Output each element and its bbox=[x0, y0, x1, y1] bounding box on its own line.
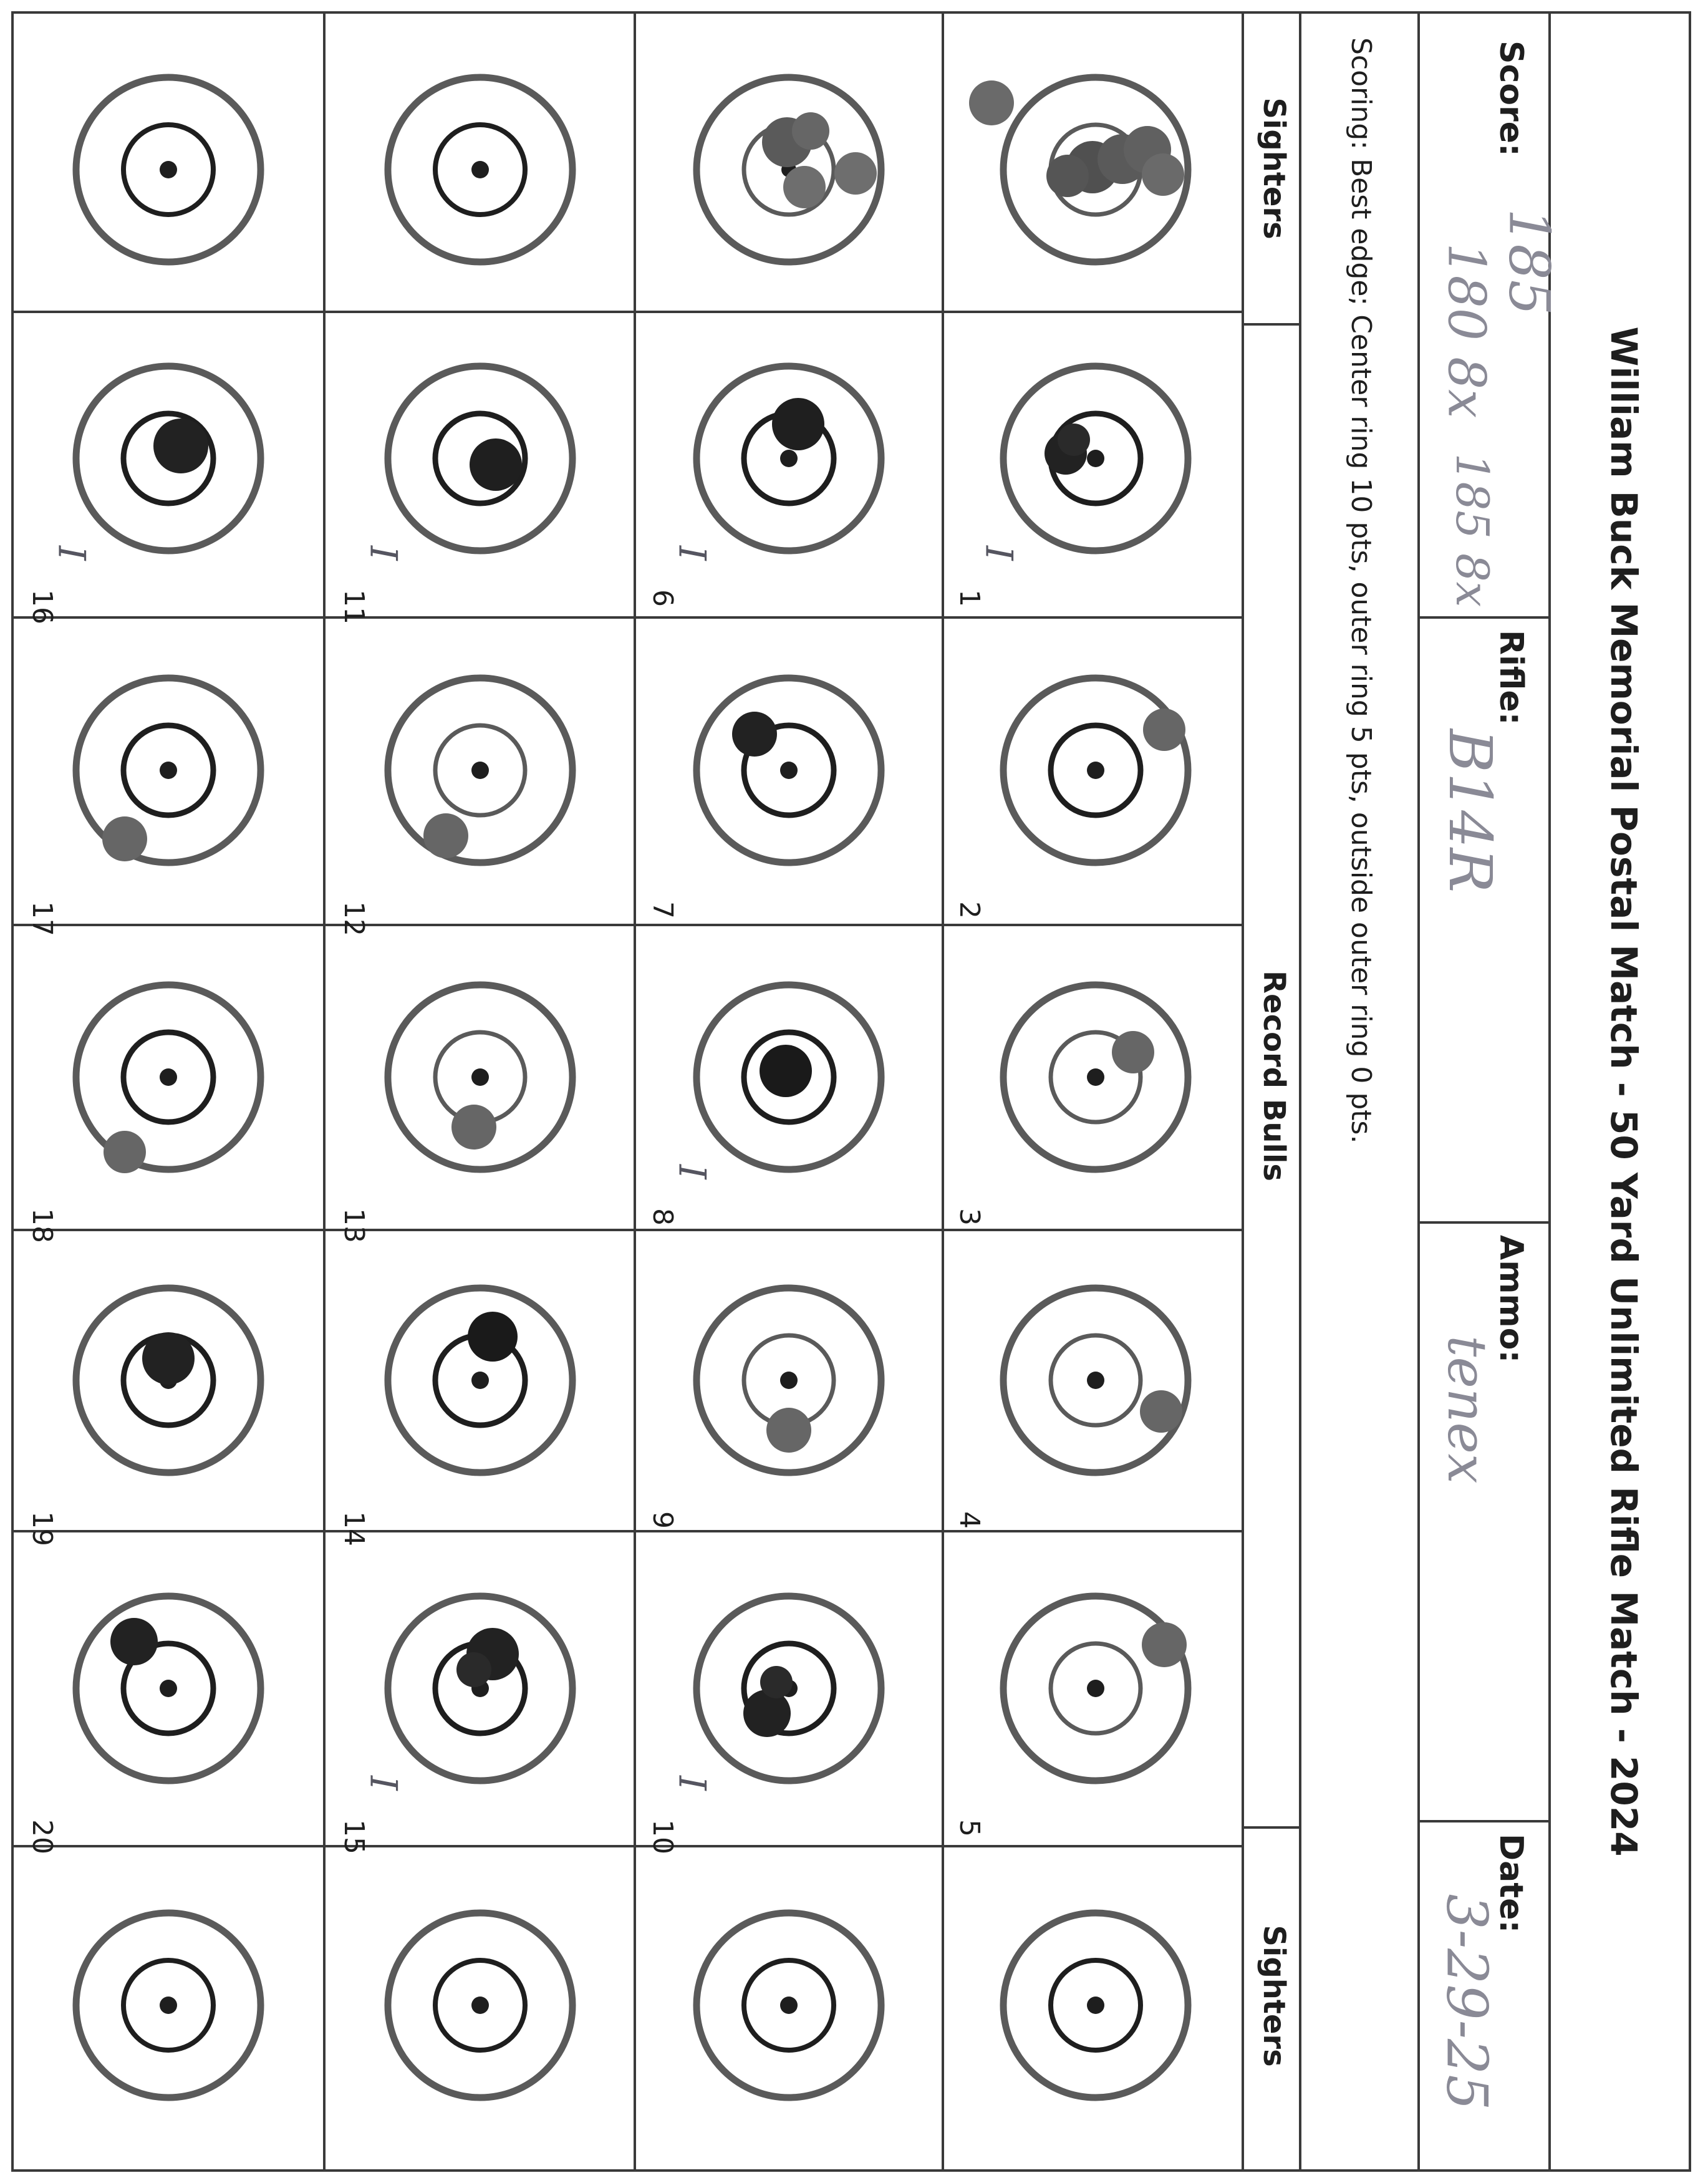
bullet-hole bbox=[153, 419, 208, 473]
record-bull-2 bbox=[953, 678, 1188, 919]
bull-number: 17 bbox=[26, 901, 58, 936]
bullet-hole bbox=[1058, 424, 1090, 456]
sighter-target bbox=[1003, 1913, 1188, 2098]
record-targets bbox=[26, 366, 1188, 1854]
ammo-label: Ammo: bbox=[1492, 1235, 1530, 1363]
bull-number: 3 bbox=[953, 1208, 985, 1226]
bullet-hole bbox=[456, 1652, 491, 1687]
date-label: Date: bbox=[1492, 1834, 1530, 1934]
bull-number: 9 bbox=[647, 1511, 678, 1529]
bullet-hole bbox=[423, 813, 468, 858]
record-bull-4 bbox=[953, 1288, 1188, 1529]
bullet-hole bbox=[110, 1618, 158, 1665]
bull-number: 16 bbox=[26, 589, 58, 624]
record-bull-5 bbox=[953, 1596, 1188, 1837]
sighters-label-left: Sighters bbox=[1257, 97, 1291, 240]
bullet-hole bbox=[743, 1690, 791, 1737]
bullet-hole bbox=[1142, 1622, 1187, 1667]
record-bull-16 bbox=[26, 366, 261, 624]
bullet-hole bbox=[451, 1105, 496, 1150]
tally-mark: I bbox=[670, 1776, 714, 1791]
bull-number: 8 bbox=[647, 1208, 678, 1226]
bullet-hole bbox=[772, 398, 824, 450]
sighter-target bbox=[697, 1913, 881, 2098]
rifle-label: Rifle: bbox=[1492, 630, 1530, 725]
record-bull-10 bbox=[647, 1596, 881, 1854]
tally-mark: I bbox=[361, 546, 405, 561]
bullet-hole bbox=[1140, 1390, 1182, 1433]
record-bull-13 bbox=[338, 985, 572, 1243]
record-bull-17 bbox=[26, 678, 261, 936]
tally-mark: I bbox=[977, 546, 1021, 561]
bullet-hole bbox=[1143, 709, 1185, 751]
record-bull-7 bbox=[647, 678, 881, 919]
record-bull-18 bbox=[26, 985, 261, 1243]
bullet-hole bbox=[1112, 1031, 1154, 1073]
bull-number: 10 bbox=[647, 1819, 678, 1854]
rifle-value: B14R bbox=[1435, 728, 1504, 893]
bull-number: 19 bbox=[26, 1511, 58, 1546]
tally-mark: I bbox=[670, 1164, 714, 1179]
bullet-hole bbox=[142, 1332, 195, 1385]
bull-number: 7 bbox=[647, 901, 678, 919]
record-bull-14 bbox=[338, 1288, 572, 1546]
bull-number: 11 bbox=[338, 589, 370, 624]
scoring-instructions: Scoring: Best edge; Center ring 10 pts, outer ring 5 pts, outside outer ring 0 pts. bbox=[1345, 37, 1377, 1144]
ammo-value: tenex bbox=[1435, 1335, 1497, 1484]
bull-number: 6 bbox=[647, 589, 678, 607]
bull-number: 2 bbox=[953, 901, 985, 919]
record-bull-8 bbox=[647, 985, 881, 1226]
score-handwritten-1: 185 bbox=[1496, 208, 1562, 316]
bullet-hole bbox=[766, 1408, 811, 1453]
record-bull-11 bbox=[338, 366, 572, 624]
bullet-hole bbox=[470, 438, 522, 491]
bullet-hole bbox=[468, 1312, 518, 1362]
bull-number: 12 bbox=[338, 901, 370, 936]
sighter-target bbox=[388, 1913, 572, 2098]
bull-number: 13 bbox=[338, 1208, 370, 1243]
bull-number: 20 bbox=[26, 1819, 58, 1854]
tally-mark: I bbox=[361, 1776, 405, 1791]
record-bull-12 bbox=[338, 678, 572, 936]
bull-number: 5 bbox=[953, 1819, 985, 1837]
tally-mark: I bbox=[49, 546, 94, 561]
record-bull-9 bbox=[647, 1288, 881, 1529]
bullet-hole bbox=[102, 816, 147, 861]
score-label: Score: bbox=[1492, 41, 1530, 157]
date-value: 3-29-25 bbox=[1434, 1894, 1500, 2111]
record-bull-20 bbox=[26, 1596, 261, 1854]
record-bull-19 bbox=[26, 1288, 261, 1546]
record-bull-6 bbox=[647, 366, 881, 607]
tally-mark: I bbox=[670, 546, 714, 561]
bullet-hole bbox=[104, 1131, 146, 1173]
score-handwritten-2: 180 8x bbox=[1436, 243, 1496, 419]
sighter-target bbox=[76, 77, 261, 262]
score-handwritten-3: 185 8x bbox=[1446, 453, 1498, 607]
record-bulls-label: Record Bulls bbox=[1257, 970, 1291, 1181]
sighter-target bbox=[388, 77, 572, 262]
bull-number: 4 bbox=[953, 1511, 985, 1529]
record-bull-1 bbox=[953, 366, 1188, 607]
bullet-hole bbox=[732, 712, 777, 757]
bullet-hole bbox=[760, 1045, 812, 1097]
sighters-label-right: Sighters bbox=[1257, 1925, 1291, 2067]
record-bull-15 bbox=[338, 1596, 572, 1854]
bullet-hole bbox=[760, 1666, 793, 1698]
bull-number: 14 bbox=[338, 1511, 370, 1546]
bull-number: 15 bbox=[338, 1819, 370, 1854]
bull-number: 18 bbox=[26, 1208, 58, 1243]
sighter-target bbox=[76, 1913, 261, 2098]
page-title: William Buck Memorial Postal Match - 50 Yard Unlimited Rifle Match - 2024 bbox=[1602, 326, 1645, 1857]
bull-number: 1 bbox=[953, 589, 985, 607]
record-bull-3 bbox=[953, 985, 1188, 1226]
